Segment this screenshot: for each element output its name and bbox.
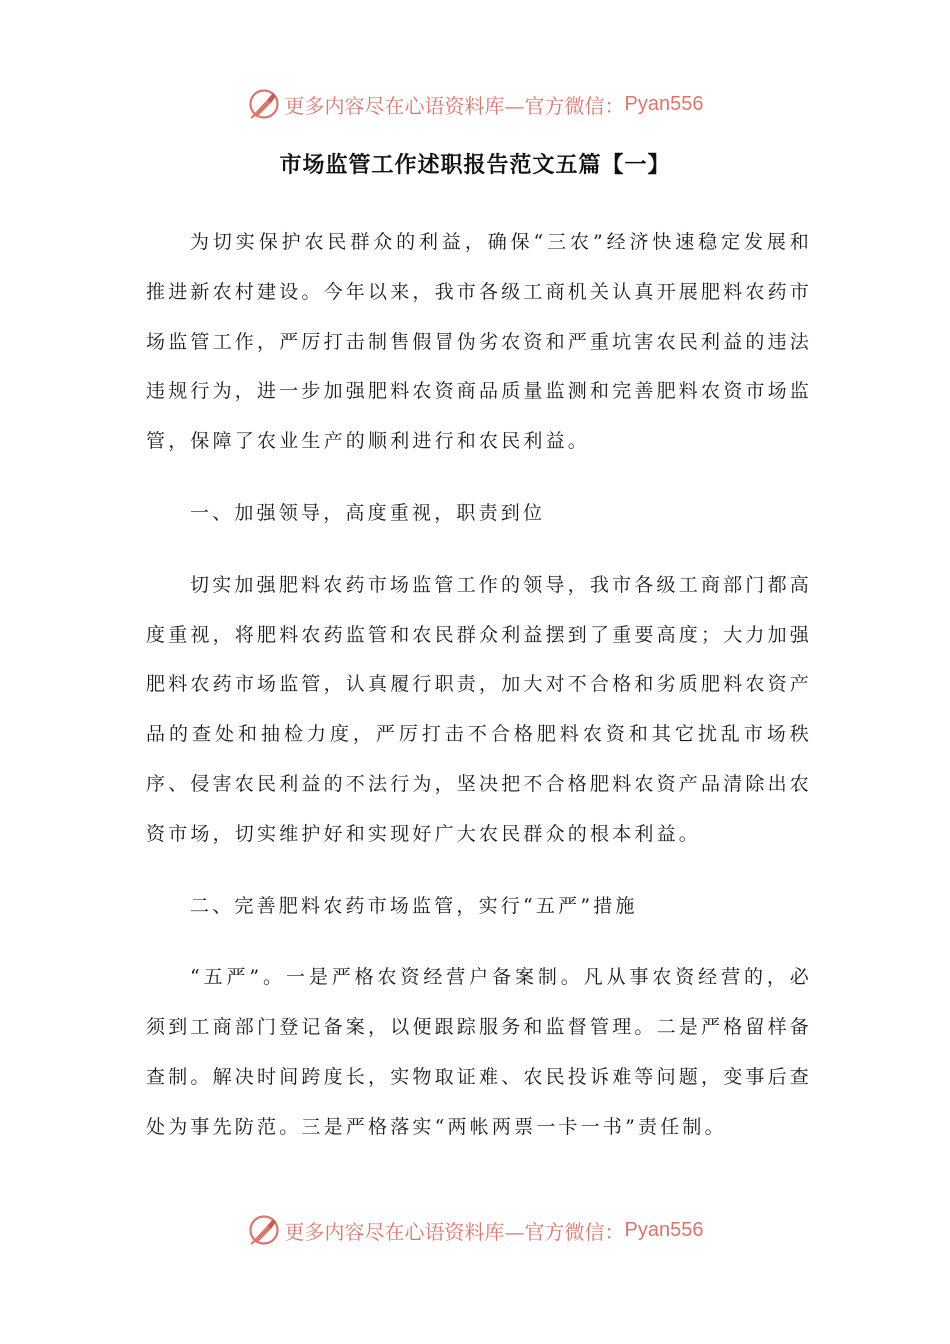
document-title: 市场监管工作述职报告范文五篇【一】 bbox=[279, 153, 671, 178]
watermark-text: 更多内容尽在心语资料库—官方微信： bbox=[284, 93, 625, 118]
watermark-text: 更多内容尽在心语资料库—官方微信： bbox=[284, 1219, 625, 1244]
body-paragraph: 切实加强肥料农药市场监管工作的领导，我市各级工商部门都高度重视，将肥料农药监管和农民群众利益摆到了重要高度；大力加强肥料农药市场监管，认真履行职责，加大对不合格和劣质肥料农资产品的查处和抽检力度，严厉打击不合格肥料农资和其它扰乱市场秩序、侵害农民利益的不法行为，坚决把不合格肥料农资产品清除出农资市场，切实维护好和实现好广大农民群众的根本利益。 bbox=[146, 573, 813, 845]
document-body bbox=[146, 218, 812, 1175]
pen-logo-icon bbox=[247, 87, 281, 121]
body-paragraph: 为切实保护农民群众的利益，确保“三农”经济快速稳定发展和推进新农村建设。今年以来，我市各级工商机关认真开展肥料农药市场监管工作，严厉打击制售假冒伪劣农资和严重坑害农民利益的违法违规行为，进一步加强肥料农资商品质量监测和完善肥料农资市场监管，保障了农业生产的顺利进行和农民利益。 bbox=[146, 231, 813, 453]
watermark-banner-bottom bbox=[0, 1210, 950, 1250]
watermark-wechat-id: Pyan556 bbox=[624, 92, 704, 115]
watermark-banner-top bbox=[0, 84, 950, 124]
body-paragraph: “五严”。一是严格农资经营户备案制。凡从事农资经营的，必须到工商部门登记备案，以便跟踪服务和监督管理。二是严格留样备查制。解决时间跨度长，实物取证难、农民投诉难等问题，变事后查处为事先防范。三是严格落实“两帐两票一卡一书”责任制。 bbox=[146, 966, 813, 1138]
section-heading: 一、加强领导，高度重视，职责到位 bbox=[190, 501, 546, 524]
section-heading: 二、完善肥料农药市场监管，实行“五严”措施 bbox=[190, 894, 638, 917]
watermark-wechat-id: Pyan556 bbox=[624, 1218, 704, 1241]
pen-logo-icon bbox=[247, 1213, 281, 1247]
